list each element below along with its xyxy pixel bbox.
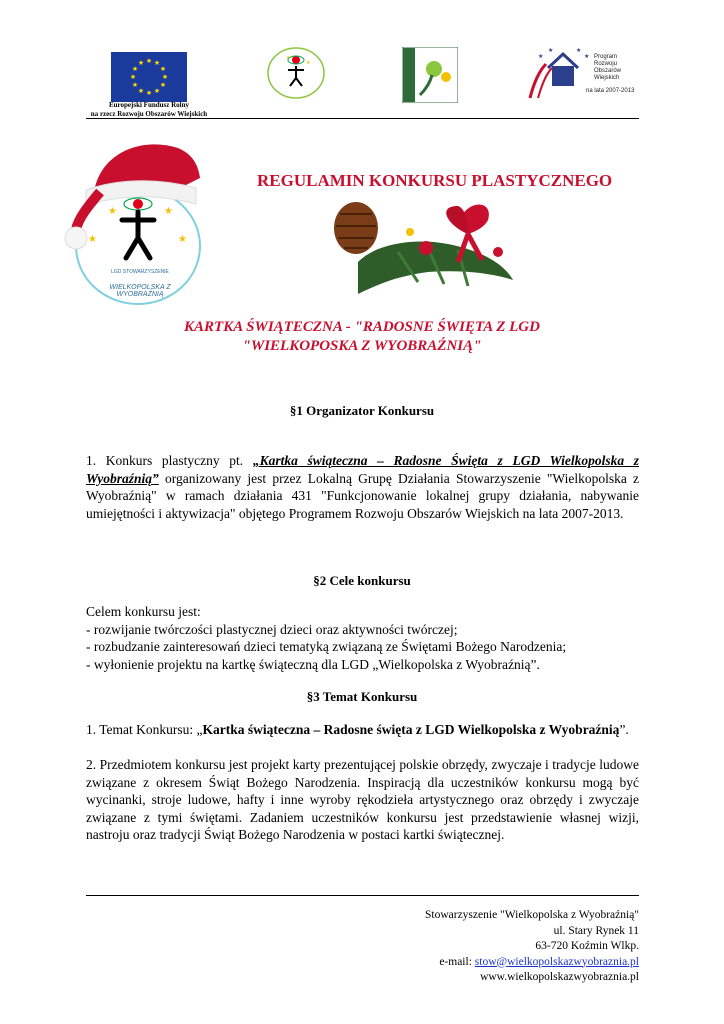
s3-text-start: 1. Temat Konkursu: „ (86, 722, 203, 737)
svg-text:★: ★ (153, 59, 161, 67)
leader-logo (402, 47, 458, 103)
hat-logo-text: WIELKOPOLSKA Z WYOBRAŹNIĄ (109, 284, 171, 298)
subtitle-line1: KARTKA ŚWIĄTECZNA - "RADOSNE ŚWIĘTA Z LGD (184, 319, 540, 335)
prow-line: Program (594, 54, 618, 60)
section2-list (86, 603, 639, 673)
page-title: REGULAMIN KONKURSU PLASTYCZNEGO (257, 171, 613, 190)
svg-text:★: ★ (137, 87, 145, 95)
prow-line: Obszarów (594, 68, 622, 74)
section3-heading: §3 Temat Konkursu (306, 689, 418, 704)
svg-text:★: ★ (576, 48, 582, 54)
svg-text:★: ★ (137, 59, 145, 67)
footer-org: Stowarzyszenie "Wielkopolska z Wyobraźnią" (425, 909, 639, 921)
footer-email-label: e-mail: (439, 955, 475, 968)
svg-text:★: ★ (286, 56, 291, 61)
svg-text:★: ★ (159, 65, 167, 73)
svg-text:★: ★ (145, 89, 153, 97)
contest-subtitle (100, 318, 624, 356)
s3-topic: Kartka świąteczna – Radosne święta z LGD Wielkopolska z Wyobraźnią (202, 722, 620, 737)
prow-logo (524, 44, 636, 100)
christmas-decoration-image (318, 192, 516, 300)
footer-city: 63-720 Koźmin Wlkp. (535, 940, 639, 952)
section1-paragraph (86, 452, 639, 522)
svg-text:★: ★ (131, 81, 139, 89)
footer-website: www.wielkopolskazwyobraznia.pl (480, 971, 639, 983)
svg-text:★: ★ (548, 48, 554, 54)
eu-caption-line2: na rzecz Rozwoju Obszarów Wiejskich (90, 110, 208, 118)
svg-text:★: ★ (306, 61, 311, 66)
footer-email-link[interactable]: stow@wielkopolskazwyobraznia.pl (474, 955, 639, 968)
svg-text:★: ★ (88, 234, 97, 245)
s1-text-rest: organizowany jest przez Lokalną Grupę Działania Stowarzyszenie "Wielkopolska z Wyobraźnią" w ramach działania 431 "Funkcjonowanie lokalnej grupy działania, nabywanie umiejętności i aktywizacja" objętego Programem Rozwoju Obszarów Wiejskich na lata 2007-2013. (86, 470, 639, 521)
svg-text:★: ★ (584, 54, 590, 60)
s1-text-start: 1. Konkurs plastyczny pt. (86, 453, 253, 468)
list-item: - rozwijanie twórczości plastycznej dzieci oraz aktywności twórczej; (86, 621, 458, 637)
section2-heading: §2 Cele konkursu (313, 573, 411, 588)
prow-line: Rozwoju (594, 61, 618, 67)
svg-text:★: ★ (129, 73, 137, 81)
footer-email-line (300, 955, 639, 971)
section3-paragraph2: 2. Przedmiotem konkursu jest projekt karty prezentującej polskie obrzędy, zwyczaje i tradycje ludowe związane z okresem Świąt Bożego Narodzenia. Inspiracją dla uczestników konkursu mogą być wycinanki, stroje ludowe, hafty i inne wyroby rękodzieła artystycznego oraz obrzędy i zwyczaje związane z tymi świętami. Zadaniem uczestników konkursu jest przedstawienie własnej wizji, nastroju oraz tradycji Świąt Bożego Narodzenia w postaci kartki świątecznej. (86, 757, 639, 842)
svg-text:★: ★ (131, 65, 139, 73)
header-divider (86, 118, 639, 119)
prow-years: na lata 2007-2013 (586, 88, 635, 94)
section3-paragraph1 (86, 721, 639, 739)
prow-line: Wiejskich (594, 75, 620, 81)
svg-text:★: ★ (108, 206, 117, 217)
lgd-santa-hat-logo (60, 134, 208, 306)
footer-divider (86, 895, 639, 896)
prow-text (594, 54, 638, 82)
s1-contest-name: „Kartka świąteczna – Radosne Święta z LGD Wielkopolska z Wyobraźnią” (86, 453, 639, 486)
svg-text:★: ★ (538, 54, 544, 60)
eu-caption (78, 101, 220, 119)
hat-logo-sub: LGD STOWARZYSZENIE (111, 269, 169, 275)
subtitle-line2: "WIELKOPOSKA Z WYOBRAŹNIĄ" (242, 338, 482, 354)
eu-caption-line1: Europejski Fundusz Rolny (108, 101, 189, 109)
svg-text:★: ★ (159, 81, 167, 89)
s3-text-end: ”. (619, 722, 629, 737)
lgd-small-logo (266, 46, 326, 100)
footer-address (300, 908, 639, 986)
list-item: - rozbudzanie zainteresowań dzieci tematyką związaną ze Świętami Bożego Narodzenia; (86, 639, 567, 654)
svg-text:★: ★ (161, 73, 169, 81)
eu-flag-logo (111, 52, 187, 102)
footer-street: ul. Stary Rynek 11 (553, 924, 639, 937)
svg-text:★: ★ (145, 57, 153, 65)
section1-heading: §1 Organizator Konkursu (289, 403, 435, 418)
svg-text:★: ★ (178, 234, 187, 245)
svg-text:★: ★ (153, 87, 161, 95)
list-item: - wyłonienie projektu na kartkę świąteczną dla LGD „Wielkopolska z Wyobraźnią”. (86, 656, 540, 672)
s2-intro: Celem konkursu jest: (86, 604, 201, 619)
svg-text:★: ★ (164, 206, 173, 217)
